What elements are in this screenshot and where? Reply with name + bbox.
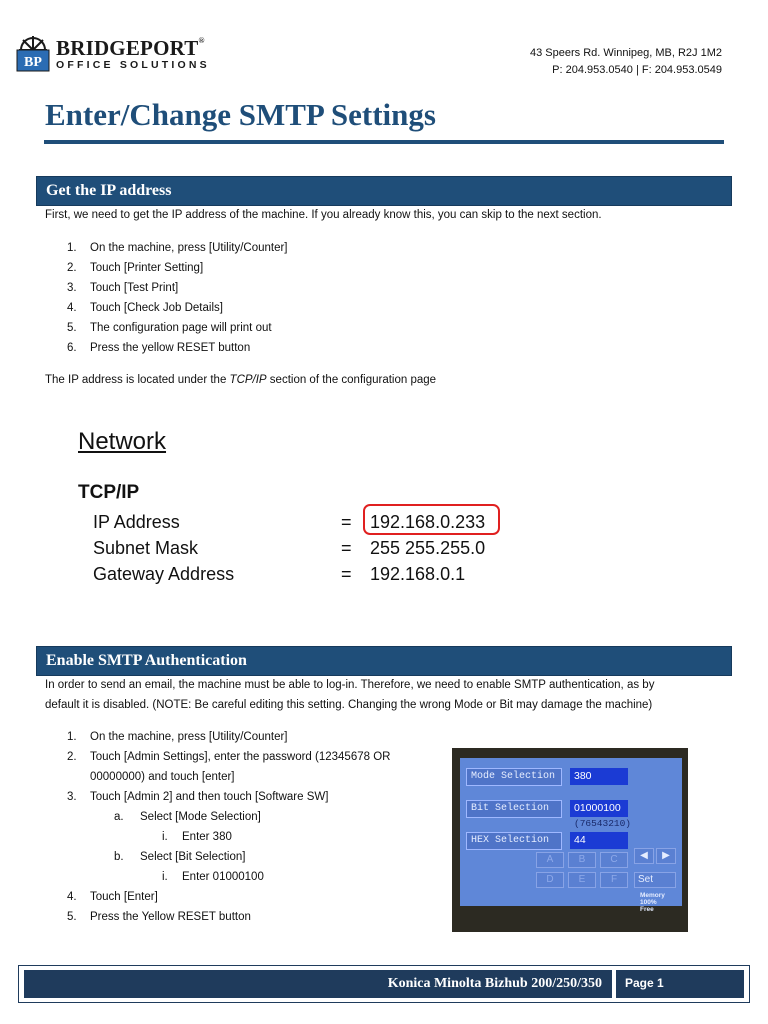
footer-product-bar [24,970,612,998]
step-item [45,258,288,278]
step-item [45,867,390,887]
step-text: Enter 01000100 [182,871,264,883]
step-text: On the machine, press [Utility/Counter] [90,242,288,254]
address-line: 43 Speers Rd. Winnipeg, MB, R2J 1M2 [530,47,722,59]
bit-selection-value: 01000100 [570,800,628,817]
step-text: 00000000) and touch [enter] [90,771,235,783]
step-text: Touch [Enter] [90,891,158,903]
control-panel-photo [452,748,688,932]
section-heading-ip [36,176,732,206]
step-item [45,747,390,767]
step-text: On the machine, press [Utility/Counter] [90,731,288,743]
ip-intro-text: First, we need to get the IP address of the machine. If you already know this, you can skip to the next section. [45,209,602,221]
smtp-intro-line1: In order to send an email, the machine must be able to log-in. Therefore, we need to enable SMTP authentication, as by [45,679,655,691]
ip-address-row: IP Address = 192.168.0.233 [93,512,486,532]
step-item [45,767,390,787]
step-item [45,278,288,298]
step-item [45,827,390,847]
step-item [45,318,288,338]
tcpip-title: TCP/IP [78,482,140,503]
step-item [45,907,390,927]
step-text: Enter 380 [182,831,232,843]
step-item [45,727,390,747]
step-text: Press the yellow RESET button [90,342,251,354]
hex-selection-value: 44 [570,832,628,849]
phone-line: P: 204.953.0540 | F: 204.953.0549 [552,64,722,76]
mode-selection-value: 380 [570,768,628,785]
step-text: Select [Mode Selection] [140,811,261,823]
step-text: Touch [Admin Settings], enter the password (12345678 OR [90,751,391,763]
trademark-mark: ® [198,36,205,45]
footer-page-box [616,970,744,998]
panel-set-key: Set [634,872,676,888]
step-number: i. [162,831,168,843]
bit-selection-label: Bit Selection [466,800,562,818]
company-tagline: OFFICE SOLUTIONS [56,59,210,71]
step-number: 2. [67,262,77,274]
company-logo [14,36,214,74]
panel-key-a: A [536,852,564,868]
title-divider [44,140,724,144]
step-number: 5. [67,322,77,334]
step-number: 3. [67,791,77,803]
step-text: Touch [Printer Setting] [90,262,204,274]
step-number: i. [162,871,168,883]
memory-free-readout: Memory 100% Free [640,892,665,913]
svg-text:BP: BP [24,55,42,70]
page-number: Page 1 [625,976,664,990]
panel-key-d: D [536,872,564,888]
step-number: 3. [67,282,77,294]
step-item [45,338,288,358]
footer-product-text: Konica Minolta Bizhub 200/250/350 [387,976,602,991]
subnet-mask-row: Subnet Mask = 255 255.255.0 [93,538,486,558]
step-item [45,298,288,318]
network-config-figure [70,420,530,610]
hex-selection-label: HEX Selection [466,832,562,850]
step-item [45,887,390,907]
step-number: 1. [67,242,77,254]
network-title: Network [78,428,167,455]
step-text: Select [Bit Selection] [140,851,246,863]
right-arrow-icon: ▶ [656,848,676,864]
section-heading-ip-text: Get the IP address [46,182,172,199]
panel-key-f: F [600,872,628,888]
step-item [45,238,288,258]
step-text: Touch [Admin 2] and then touch [Software SW] [90,791,329,803]
step-number: 4. [67,891,77,903]
step-number: 4. [67,302,77,314]
panel-key-b: B [568,852,596,868]
step-item [45,807,390,827]
step-number: 2. [67,751,77,763]
left-arrow-icon: ◀ [634,848,654,864]
smtp-intro-line2: default it is disabled. (NOTE: Be careful editing this setting. Changing the wrong Mode or Bit may damage the machine) [45,699,653,711]
step-text: Touch [Test Print] [90,282,179,294]
step-number: 6. [67,342,77,354]
ip-address-value: 192.168.0.233 [370,512,486,532]
ip-steps-list [45,238,288,358]
section-heading-smtp-text: Enable SMTP Authentication [46,652,247,669]
bit-order-label: (76543210) [574,818,632,829]
panel-key-e: E [568,872,596,888]
panel-screen [460,758,682,913]
smtp-steps-list [45,727,390,927]
step-text: Touch [Check Job Details] [90,302,223,314]
gateway-address-row: Gateway Address = 192.168.0.1 [93,564,466,584]
step-item [45,787,390,807]
step-text: The configuration page will print out [90,322,272,334]
step-number: a. [114,811,124,823]
mode-selection-label: Mode Selection [466,768,562,786]
step-number: b. [114,851,124,863]
company-name: BRIDGEPORT® [56,36,205,60]
section-heading-smtp [36,646,732,676]
bridgeport-logo-icon [14,36,52,72]
company-contact [530,45,722,79]
step-text: Press the Yellow RESET button [90,911,251,923]
step-number: 1. [67,731,77,743]
panel-key-c: C [600,852,628,868]
step-number: 5. [67,911,77,923]
page-title: Enter/Change SMTP Settings [45,97,436,132]
ip-location-note: The IP address is located under the TCP/IP section of the configuration page [45,374,437,386]
ip-highlight-circle [363,504,500,535]
step-item [45,847,390,867]
